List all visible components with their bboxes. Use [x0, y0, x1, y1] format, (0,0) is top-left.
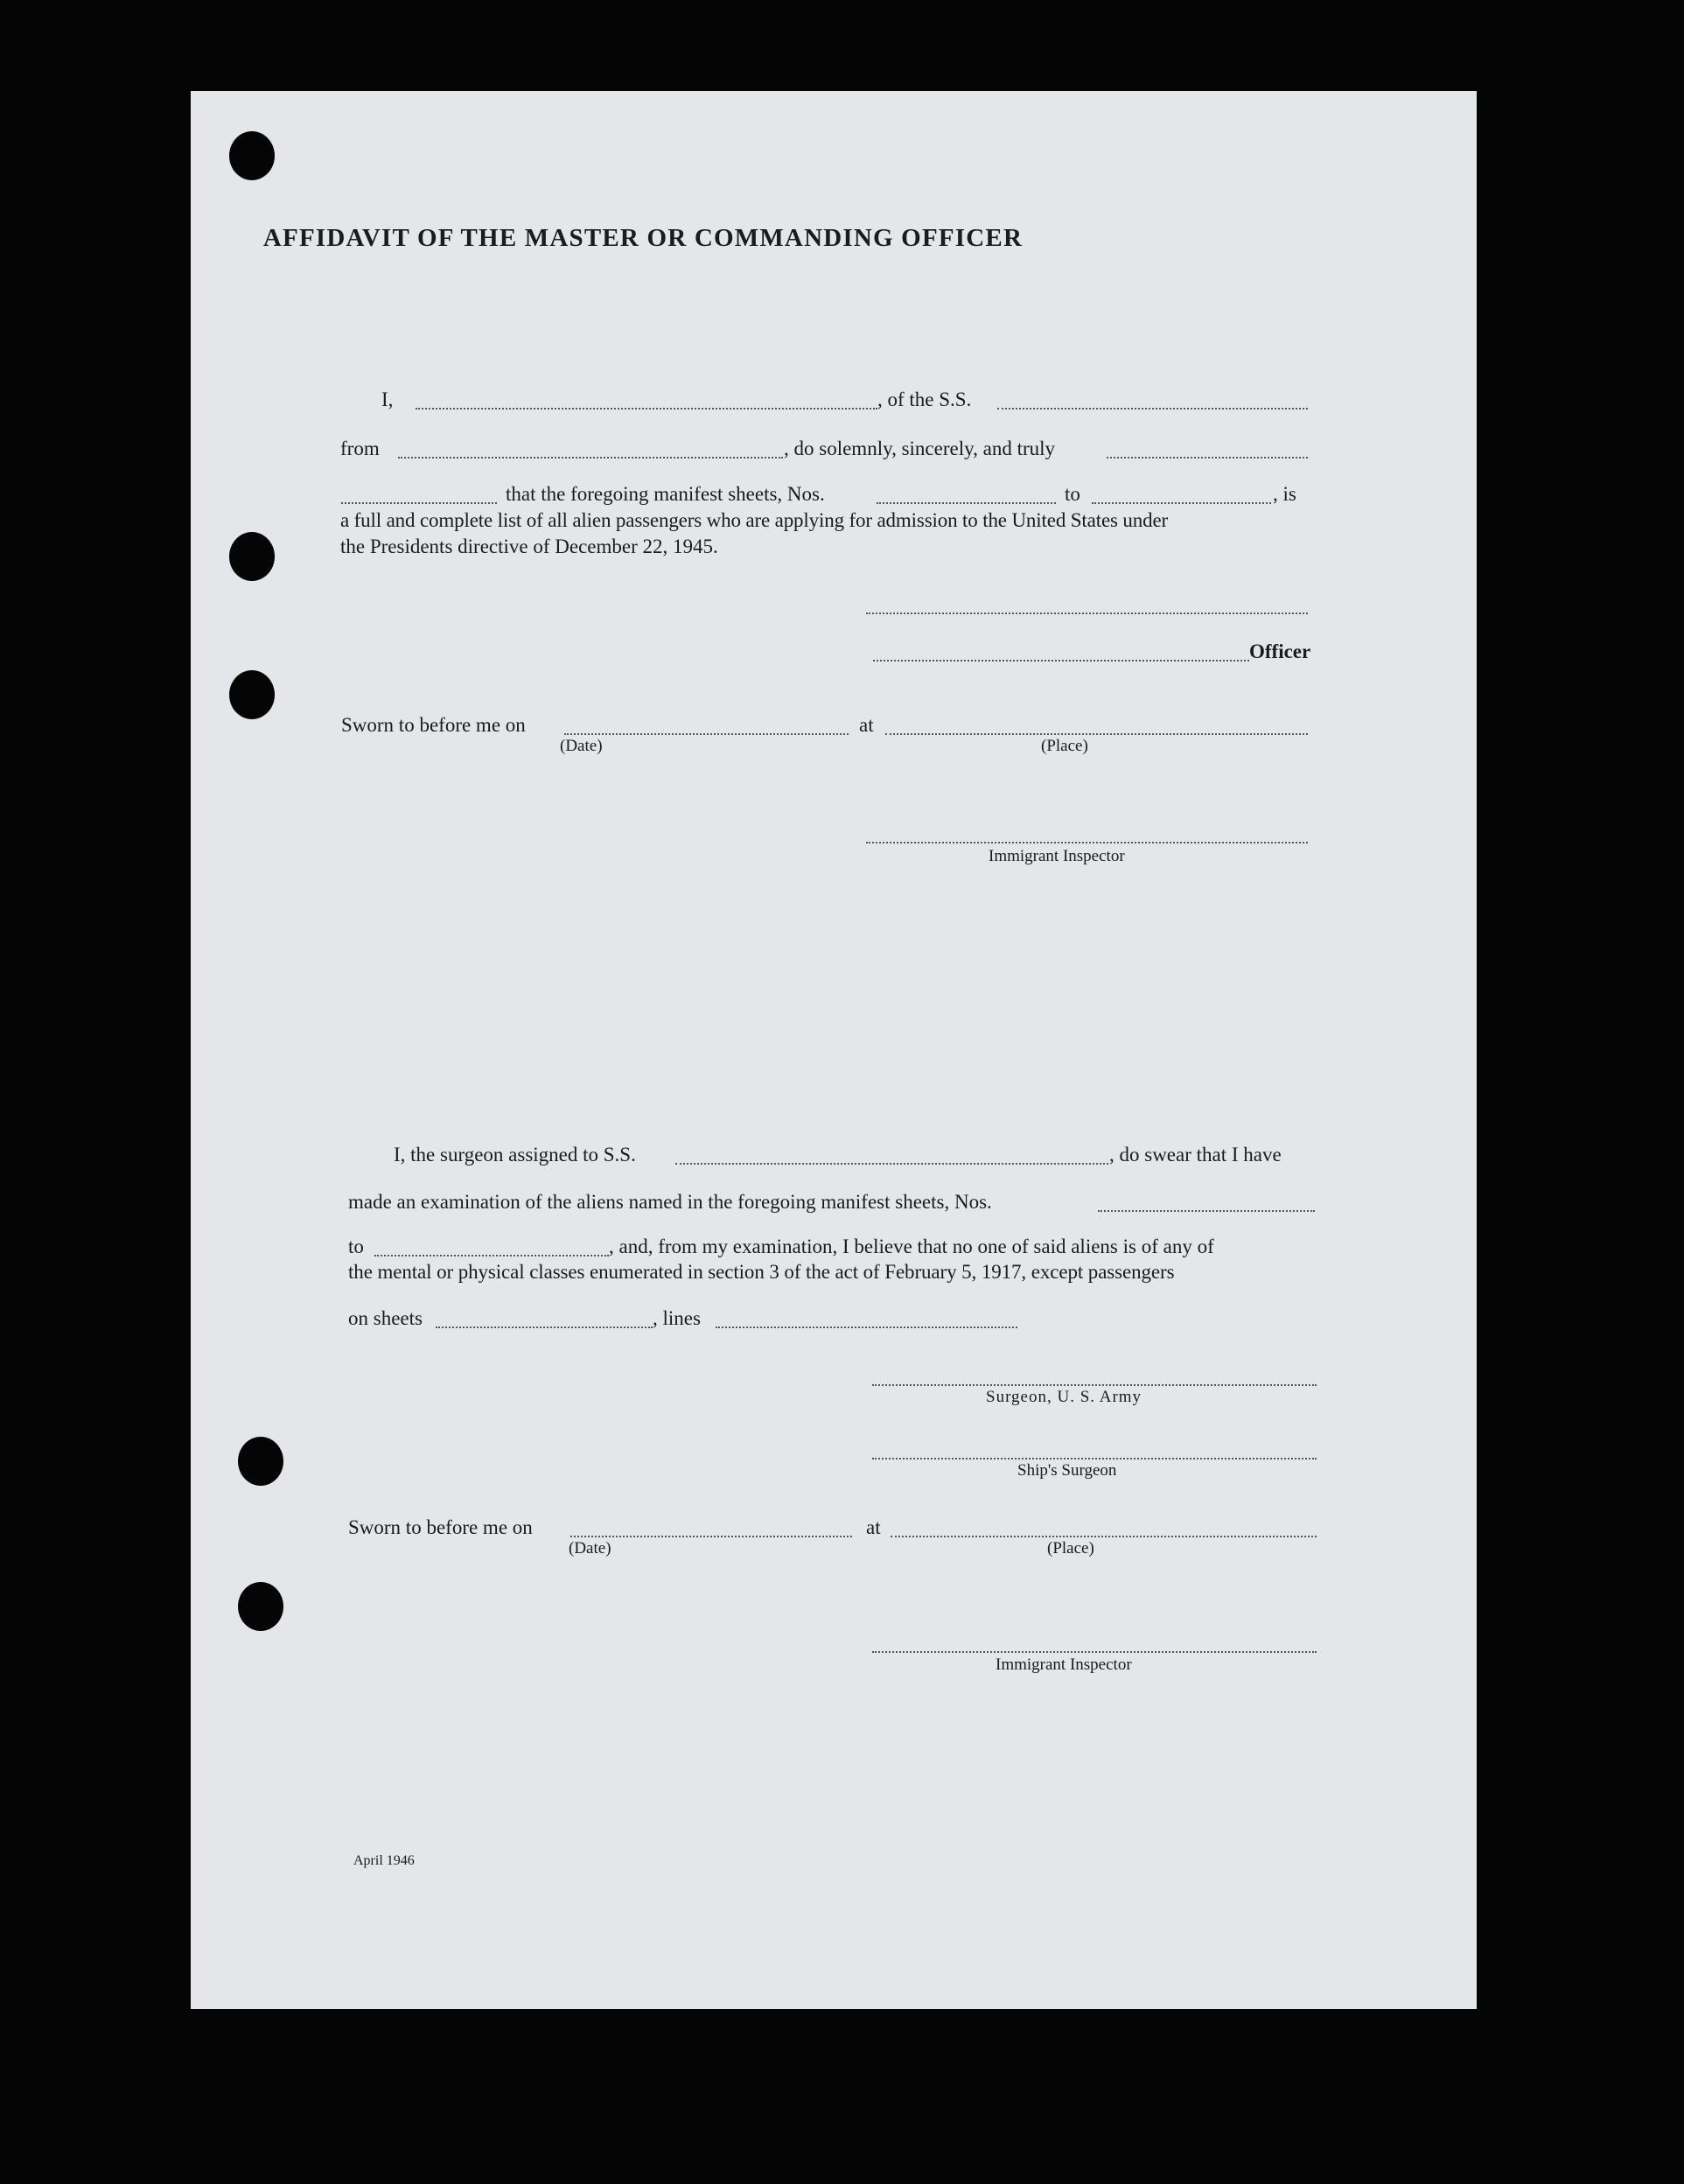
master-sheets-to-field[interactable]: [1092, 502, 1271, 504]
master-statement-line: the Presidents directive of December 22, 1945.: [340, 536, 718, 557]
master-from-field[interactable]: [398, 457, 783, 458]
surgeon-place-caption: (Place): [1047, 1539, 1094, 1558]
master-date-caption: (Date): [560, 737, 603, 755]
surgeon-sheets-from-field[interactable]: [1098, 1210, 1315, 1212]
master-verb-field[interactable]: [341, 502, 497, 504]
officer-label: Officer: [1249, 640, 1311, 662]
surgeon-sworn-label: Sworn to before me on: [348, 1516, 533, 1538]
punch-hole: [229, 532, 275, 581]
surgeon-classes-label: the mental or physical classes enumerated in section 3 of the act of February 5, 1917, except passengers: [348, 1261, 1175, 1283]
master-inspector-label: Immigrant Inspector: [989, 847, 1125, 865]
master-from-label: from: [340, 438, 380, 459]
master-inspector-signature-line[interactable]: [866, 842, 1308, 844]
surgeon-to-label: to: [348, 1236, 364, 1257]
document-page: [191, 91, 1477, 2009]
surgeon-inspector-signature-line[interactable]: [872, 1651, 1317, 1653]
punch-hole: [229, 131, 275, 180]
surgeon-date-caption: (Date): [569, 1539, 611, 1558]
surgeon-sheets-to-field[interactable]: [374, 1255, 609, 1256]
master-signature-line[interactable]: [866, 612, 1308, 614]
bleed-through-text: [499, 1348, 1286, 1488]
surgeon-sworn-place-field[interactable]: [891, 1536, 1317, 1537]
master-statement-line: a full and complete list of all alien passengers who are applying for admission to the United States under: [340, 509, 1169, 531]
officer-signature-line[interactable]: [873, 660, 1249, 662]
master-place-caption: (Place): [1041, 737, 1088, 755]
master-oath-field[interactable]: [1107, 457, 1308, 458]
punch-hole: [238, 1582, 283, 1631]
master-is-label: , is: [1273, 483, 1296, 505]
surgeon-inspector-label: Immigrant Inspector: [996, 1656, 1132, 1674]
master-name-field[interactable]: [416, 408, 877, 410]
surgeon-on-sheets-label: on sheets: [348, 1307, 423, 1329]
surgeon-except-lines-field[interactable]: [716, 1326, 1017, 1328]
surgeon-sworn-date-field[interactable]: [570, 1536, 852, 1537]
ship-surgeon-signature-line[interactable]: [872, 1458, 1317, 1460]
master-sworn-label: Sworn to before me on: [341, 714, 526, 736]
master-solemn-label: , do solemnly, sincerely, and truly: [784, 438, 1056, 459]
form-revision-date: April 1946: [353, 1853, 415, 1868]
page-title: AFFIDAVIT OF THE MASTER OR COMMANDING OFFICER: [262, 224, 1024, 252]
surgeon-swear-label: , do swear that I have: [1109, 1144, 1282, 1166]
master-to-label: to: [1065, 483, 1080, 505]
master-sheets-label: that the foregoing manifest sheets, Nos.: [506, 483, 825, 505]
army-surgeon-signature-line[interactable]: [872, 1384, 1317, 1386]
master-sheets-from-field[interactable]: [877, 502, 1056, 504]
surgeon-examination-label: made an examination of the aliens named in the foregoing manifest sheets, Nos.: [348, 1191, 992, 1213]
surgeon-lines-label: , lines: [653, 1307, 701, 1329]
master-at-label: at: [859, 714, 874, 736]
punch-hole: [229, 670, 275, 719]
surgeon-assigned-label: I, the surgeon assigned to S.S.: [394, 1144, 636, 1166]
army-surgeon-label: Surgeon, U. S. Army: [986, 1388, 1142, 1406]
punch-hole: [238, 1437, 283, 1486]
master-i-label: I,: [381, 388, 394, 410]
master-ship-field[interactable]: [997, 408, 1308, 410]
surgeon-except-sheets-field[interactable]: [436, 1326, 653, 1328]
surgeon-at-label: at: [866, 1516, 881, 1538]
ship-surgeon-label: Ship's Surgeon: [1017, 1461, 1117, 1480]
master-sworn-date-field[interactable]: [564, 733, 849, 735]
surgeon-belief-label: , and, from my examination, I believe that no one of said aliens is of any of: [609, 1236, 1214, 1257]
surgeon-ship-field[interactable]: [675, 1163, 1108, 1165]
master-ss-label: , of the S.S.: [877, 388, 972, 410]
master-sworn-place-field[interactable]: [885, 733, 1308, 735]
